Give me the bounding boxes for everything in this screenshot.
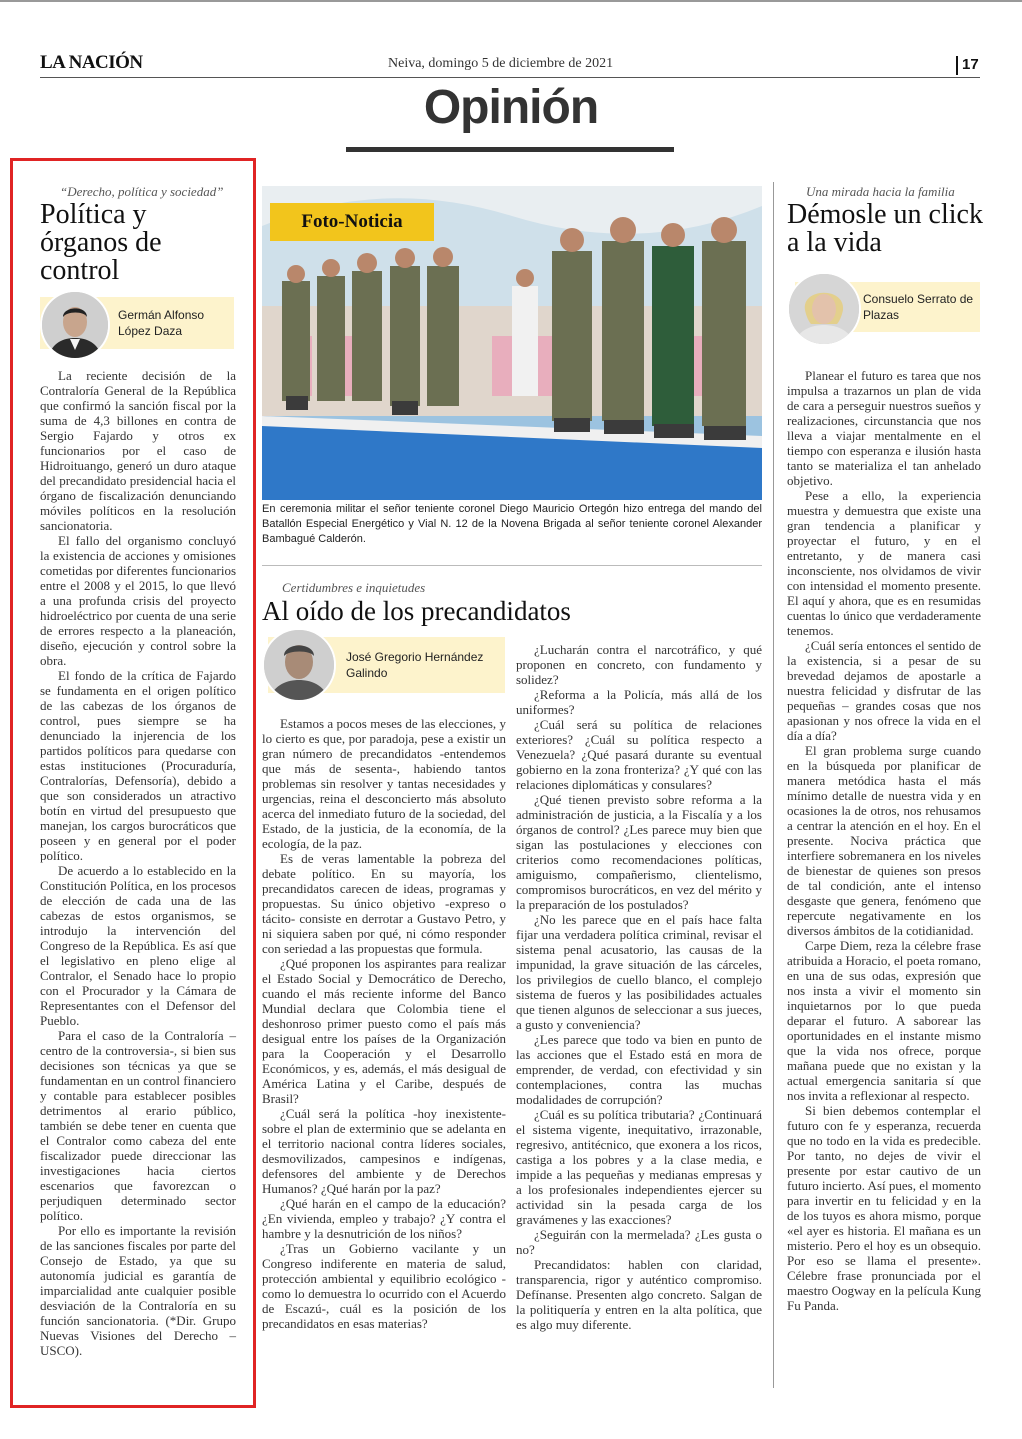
- middle-paragraph: Estamos a pocos meses de las elecciones, y lo cierto es que, por paradoja, pese a existir un gran número de precandidatos -entendemos que más de sesenta-, habiendo tantos problemas sin resolver y tantas necesidades y urgencias, reina el desconcierto más absoluto acerca del inmediato futuro de la sociedad, del Estado, de la justicia, de la economía, de la ecología, de la paz.: [262, 716, 506, 851]
- middle-paragraph: ¿Lucharán contra el narcotráfico, y qué proponen en concreto, con fundamento y solidez?: [516, 642, 762, 687]
- page-number: 17: [962, 56, 979, 73]
- middle-paragraph: ¿Qué harán en el campo de la educación? ¿En vivienda, empleo y trabajo? ¿Y contra el hambre y la desnutrición de los niños?: [262, 1196, 506, 1241]
- masthead-logo: LA NACIÓN: [40, 52, 143, 73]
- photo-separator: [262, 565, 762, 566]
- page-number-bar: [956, 56, 958, 75]
- header-rule: [40, 77, 980, 78]
- middle-paragraph: ¿No les parece que en el país hace falta fijar una verdadera política criminal, revisar el sistema penal acusatorio, las causas de la impunidad, la grave situación de las cárceles, los privilegios de cuello blanco, el complejo sistema de fueros y las posibilidades actuales que tienen algunos de seleccionar a sus jueces, a gusto y conveniencia?: [516, 912, 762, 1032]
- right-paragraph: Si bien debemos contemplar el futuro con fe y esperanza, recuerda que no todo en la vida es predecible. Por tanto, no dejes de vivir el presente por estar cautivo de un futuro incierto. Así pues, el momento para invertir en tu felicidad y en la de los tuyos es ahora mismo, porque «el ayer es historia. El mañana es un misterio. Pero el hoy es un obsequio. Por eso se llama el presente». Célebre frase pronunciada por el maestro Oogway en la película Kung Fu Panda.: [787, 1103, 981, 1313]
- right-kicker: Una mirada hacia la familia: [806, 184, 955, 199]
- left-kicker: “Derecho, política y sociedad”: [60, 184, 224, 199]
- author-photo-middle: [262, 628, 336, 702]
- middle-column-2: [516, 642, 762, 1332]
- author-photo-left: [40, 290, 110, 360]
- dateline: Neiva, domingo 5 de diciembre de 2021: [388, 56, 614, 71]
- left-paragraph: La reciente decisión de la Contraloría General de la República que confirmó la sanción fiscal por la suma de 4,3 billones en contra de Sergio Fajardo y otros ex funcionarios por el caso de Hidroituango, generó un duro ataque del precandidato presidencial hacia el órgano de fiscalización denunciando móviles políticos en la resolución sancionatoria.: [40, 368, 236, 533]
- photo-caption: En ceremonia militar el señor teniente coronel Diego Mauricio Ortegón hizo entrega del mando del Batallón Especial Energético y Vial N. 12 de la Novena Brigada al señor teniente coronel Alexander Bambagué Calderón.: [262, 503, 762, 545]
- middle-article-title: Al oído de los precandidatos: [262, 596, 571, 626]
- middle-paragraph: ¿Reforma a la Policía, más allá de los uniformes?: [516, 687, 762, 717]
- right-column-rule: [773, 182, 774, 1388]
- section-title: Opinión: [423, 81, 599, 134]
- author-photo-right: [787, 272, 861, 346]
- right-author-name: Consuelo Serrato de Plazas: [863, 292, 974, 322]
- middle-kicker: Certidumbres e inquietudes: [282, 580, 426, 595]
- right-paragraph: ¿Cuál sería entonces el sentido de la existencia, si a pesar de su brevedad dejamos de apostarle a nuestra felicidad y disfrutar de las pequeñas – grandes cosas que nos apasionan y nos ofrece la vida en el día a día?: [787, 638, 981, 743]
- middle-paragraph: ¿Qué proponen los aspirantes para realizar el Estado Social y Democrático de Derecho, cuando el más reciente informe del Banco Mundial declara que Colombia tiene el deshonroso primer puesto como el país más desigual entre los países de la Organización para la Cooperación y el Desarrollo Económicos, y es, además, el más desigual de América Latina y el Caribe, después de Brasil?: [262, 956, 506, 1106]
- left-paragraph: El fallo del organismo concluyó la existencia de acciones y omisiones cometidas por diferentes funcionarios entre el 2008 y el 2015, lo que llevó a una profunda crisis del proyecto hidroeléctrico por cuenta de una serie de errores respecto a la planeación, diseño, ejecución y control sobre la obra.: [40, 533, 237, 668]
- foto-noticia-tag: Foto-Noticia: [270, 203, 434, 241]
- left-paragraph: El fondo de la crítica de Fajardo se fundamenta en el origen político de las cabezas de los órganos de control, pues siempre se ha denunciado la injerencia de los partidos políticos para quedarse con estas instituciones (Procuraduría, Contralorías, Defensoría), debido a que son considerados un atractivo botín en virtud del presupuesto que manejan, los cargos burocráticos que poseen y en general por el poder político.: [40, 668, 236, 863]
- left-paragraph: Por ello es importante la revisión de las sanciones fiscales por parte del Consejo de Estado, ya que su autonomía judicial es garantía de imparcialidad ante cualquier posible desviación de la Contraloría en su función sancionatoria. (*Dir. Grupo Nuevas Visiones del Derecho – USCO).: [40, 1223, 236, 1358]
- right-paragraph: Pese a ello, la experiencia muestra y demuestra que existe una gran tendencia a planificar y proyectar el futuro, y en el entretanto, y de manera casi inconsciente, nos olvidamos de vivir con intensidad el momento presente. El aquí y ahora, que es en resumidas cuentas lo único que verdaderamente tenemos.: [787, 488, 981, 638]
- left-paragraph: Para el caso de la Contraloría – centro de la controversia-, si bien sus decisiones son técnicas ya que se fundamentan en un control financiero y contable para establecer posibles detrimentos al erario público, también se debe tener en cuenta que el Contralor como cabeza del ente fiscalizador puede direccionar las investigaciones hacia ciertos escenarios que favorezcan o perjudiquen determinado sector político.: [40, 1028, 236, 1223]
- middle-paragraph: ¿Les parece que todo va bien en punto de las acciones que el Estado está en mora de emprender, de verdad, con efectividad y sin contemplaciones, contra las muchas modalidades de corrupción?: [516, 1032, 762, 1107]
- left-author-name: Germán Alfonso López Daza: [118, 308, 205, 338]
- left-article-body: [40, 368, 236, 1358]
- middle-column-1: [262, 716, 506, 1331]
- left-article-title: Política y órganos de control: [40, 199, 162, 286]
- left-paragraph: De acuerdo a lo establecido en la Constitución Política, en los procesos de elección de cada una de las cabezas de estos organismos, se introdujo la intervención del Congreso de la República. Es así que el legislativo en pleno elige al Contralor, el Senado hace lo propio con el Procurador y la Cámara de Representantes con el Defensor del Pueblo.: [40, 863, 236, 1028]
- middle-paragraph: Es de veras lamentable la pobreza del debate político. En su mayoría, los precandidatos carecen de ideas, programas y propuestas. Su único objetivo -expreso o tácito- consiste en derrotar a Gustavo Petro, y ni siquiera saben por qué, ni cómo responder con seriedad a las propuestas que formula.: [262, 851, 506, 956]
- middle-paragraph: Precandidatos: hablen con claridad, transparencia, rigor y auténtico compromiso. Defínanse. Presenten algo concreto. Salgan de la politiquería y entren en la alta política, que es algo muy diferente.: [516, 1257, 762, 1332]
- section-underline: [346, 147, 674, 152]
- middle-paragraph: ¿Seguirán con la mermelada? ¿Les gusta o no?: [516, 1227, 762, 1257]
- middle-paragraph: ¿Cuál es su política tributaria? ¿Continuará el sistema vigente, inequitativo, irrazonable, regresivo, antitécnico, que exonera a los ricos, castiga a los pobres y a la clase media, e impide a las pequeñas y medianas empresas y a los profesionales independientes ejercer su actividad sin la pesada carga de los gravámenes y las exacciones?: [516, 1107, 762, 1227]
- right-article-body: [787, 368, 981, 1313]
- middle-paragraph: ¿Tras un Gobierno vacilante y un Congreso indiferente en materia de salud, protección ambiental y equilibrio ecológico -como lo demuestra lo ocurrido con el Acuerdo de Escazú-, cuál es la posición de los precandidatos en esas materias?: [262, 1241, 506, 1331]
- top-rule: [0, 0, 1022, 2]
- middle-paragraph: ¿Qué tienen previsto sobre reforma a la administración de justicia, a la Fiscalía y a los órganos de control? ¿Les parece muy bien que sigan las postulaciones y elecciones con criterios como recomendaciones políticas, amiguismo, compañerismo, clientelismo, compromisos burocráticos, en vez del mérito y la preparación de los postulados?: [516, 792, 762, 912]
- right-article-title: Démosle un click a la vida: [787, 199, 983, 258]
- middle-paragraph: ¿Cuál será la política -hoy inexistente- sobre el plan de exterminio que se adelanta en el territorio nacional contra líderes sociales, desmovilizados, campesinos e indígenas, defensores del ambiente y de Derechos Humanos? ¿Qué harán por la paz?: [262, 1106, 506, 1196]
- right-paragraph: El gran problema surge cuando en la búsqueda por planificar de manera metódica hasta el más mínimo detalle de nuestra vida y en ocasiones la de otros, nos rehusamos a centrar la atención en el hoy. En el presente. Nociva práctica que interfiere sobremanera en los niveles de bienestar de quienes son presos de tal condición, ante el intenso desgaste que genera, fenómeno que repercute negativamente en los diversos ámbitos de la cotidianidad.: [787, 743, 981, 938]
- right-paragraph: Carpe Diem, reza la célebre frase atribuida a Horacio, el poeta romano, en una de sus odas, expresión que nos insta a vivir el momento sin inquietarnos por lo que pueda deparar el futuro. A saborear las oportunidades en el instante mismo que la vida nos ofrece, porque mañana puede que no existan y la actual emergencia sanitaria sí que nos invita a reflexionar al respecto.: [787, 938, 981, 1103]
- right-paragraph: Planear el futuro es tarea que nos impulsa a trazarnos un plan de vida de cara a perseguir nuestros sueños y realizaciones, circunstancia que nos lleva a viajar mentalmente en el tiempo con esperanza e ilusión hasta tanto se materializa el tan anhelado objetivo.: [787, 368, 981, 488]
- middle-author-name: José Gregorio Hernández Galindo: [346, 650, 484, 680]
- middle-paragraph: ¿Cuál será su política de relaciones exteriores? ¿Cuál su política respecto a Venezuela? ¿Qué pasará durante su eventual gobierno en la zona fronteriza? ¿Y qué con las relaciones diplomáticas y consulares?: [516, 717, 762, 792]
